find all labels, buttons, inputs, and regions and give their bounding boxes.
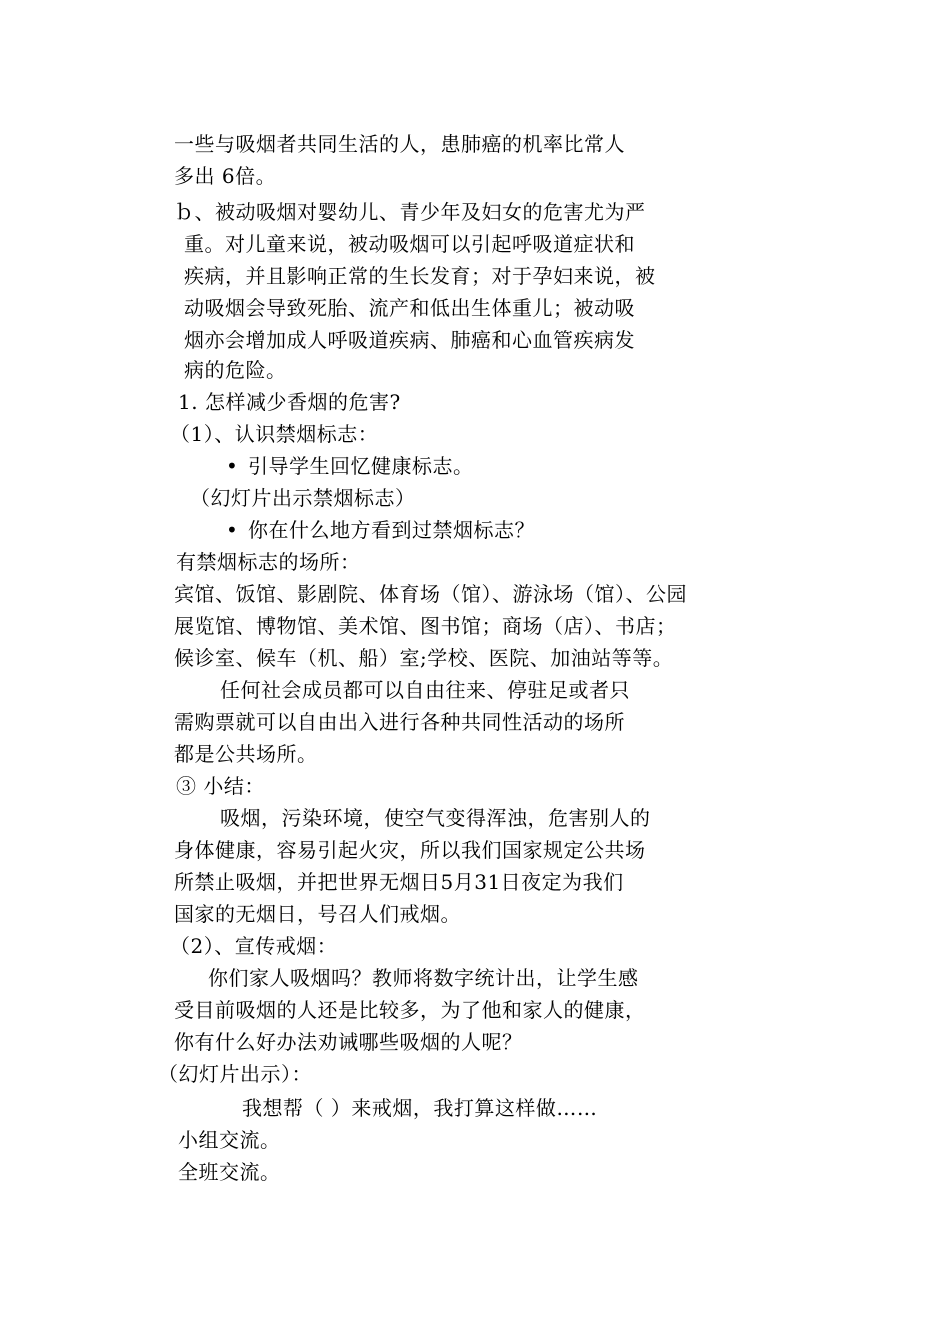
text-line: 全班交流。 (178, 1160, 281, 1184)
text-line: 动吸烟会导致死胎、流产和低出生体重儿；被动吸 (184, 296, 635, 320)
text-line: 国家的无烟日，号召人们戒烟。 (174, 902, 461, 926)
text-line: （幻灯片出示）： (158, 1062, 312, 1086)
text-line: 身体健康，容易引起火灾，所以我们国家规定公共场 (174, 838, 646, 862)
text-line: ｂ、被动吸烟对婴幼儿、青少年及妇女的危害尤为严 (174, 200, 646, 224)
text-line: 宾馆、饭馆、影剧院、体育场（馆）、游泳场（馆）、公园 (174, 582, 687, 606)
text-line: 吸烟，污染环境，使空气变得浑浊，危害别人的 (220, 806, 651, 830)
text-line: 展览馆、博物馆、美术馆、图书馆；商场（店）、书店； (174, 614, 677, 638)
text-line: 任何社会成员都可以自由往来、停驻足或者只 (220, 678, 630, 702)
text-line: 受目前吸烟的人还是比较多，为了他和家人的健康， (174, 998, 646, 1022)
section-heading: 1. 怎样减少香烟的危害? (178, 390, 401, 414)
text-line: 都是公共场所。 (174, 742, 318, 766)
text-line: 病的危险。 (184, 358, 287, 382)
text-line: 一些与吸烟者共同生活的人，患肺癌的机率比常人 (174, 132, 625, 156)
text-line: 我想帮（ ）来戒烟，我打算这样做…… (242, 1096, 598, 1120)
text-line: 候诊室、候车（机、船）室;学校、医院、加油站等等。 (174, 646, 674, 670)
text-line: （幻灯片出示禁烟标志） (190, 486, 416, 510)
text-line: 重。对儿童来说，被动吸烟可以引起呼吸道症状和 (184, 232, 635, 256)
subsection-heading: （1）、认识禁烟标志： (170, 422, 379, 446)
text-line: 你们家人吸烟吗？教师将数字统计出，让学生感 (208, 966, 639, 990)
text-line: 需购票就可以自由出入进行各种共同性活动的场所 (174, 710, 625, 734)
text-line: 小组交流。 (178, 1128, 281, 1152)
text-line: 你有什么好办法劝诫哪些吸烟的人呢？ (174, 1030, 523, 1054)
bullet-item: • 引导学生回忆健康标志。 (226, 450, 474, 482)
text-line: 所禁止吸烟，并把世界无烟日5月31日夜定为我们 (174, 870, 624, 894)
text-line: 有禁烟标志的场所： (176, 550, 361, 574)
text-line: 烟亦会增加成人呼吸道疾病、肺癌和心血管疾病发 (184, 328, 635, 352)
text-line: 疾病，并且影响正常的生长发育；对于孕妇来说，被 (184, 264, 656, 288)
text-line: 多出 6倍。 (174, 164, 277, 188)
subsection-heading: （2）、宣传戒烟： (170, 934, 338, 958)
bullet-item: • 你在什么地方看到过禁烟标志？ (226, 514, 535, 546)
subsection-heading: ③ 小结： (176, 774, 265, 798)
